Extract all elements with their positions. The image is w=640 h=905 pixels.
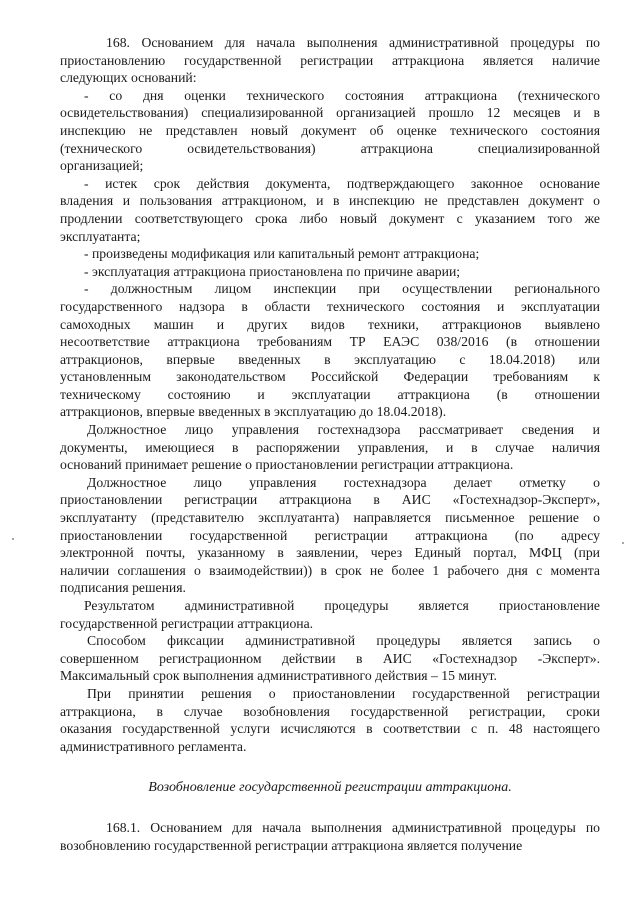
scan-speck — [12, 538, 14, 540]
paragraph — [60, 819, 600, 854]
text-line: Максимальный срок выполнения административного действия – 15 минут. — [60, 668, 497, 684]
text-line: При принятии решения о приостановлении государственной регистрации — [87, 685, 600, 701]
text-line: Результатом административной процедуры является приостановление — [84, 598, 600, 613]
text-line: государственного надзора в области технического состояния и эксплуатации — [60, 298, 600, 314]
text-line: 168.1. Основанием для начала выполнения административной процедуры по — [106, 820, 600, 836]
text-line: приостановлении регистрации аттракциона в АИС «Гостехнадзор-Эксперт», — [60, 492, 600, 508]
text-line: аттракциона, в случае возобновления государственной регистрации, сроки — [60, 703, 600, 719]
scan-speck — [622, 542, 624, 544]
text-line: - истек срок действия документа, подтверждающего законное основание — [84, 175, 600, 191]
paragraph — [60, 34, 600, 87]
text-line: следующих оснований: — [60, 70, 197, 86]
text-line: оказания государственной услуги исчисляются в соответствии с п. 48 настоящего — [60, 721, 600, 737]
text-line: Должностное лицо управления гостехнадзора делает отметку о — [87, 474, 600, 490]
text-line: приостановлению государственной регистрации аттракциона является наличие — [60, 52, 600, 68]
paragraph — [60, 263, 600, 281]
text-line: самоходных машин и других видов техники, аттракционов выявлено — [60, 316, 600, 332]
text-line: - эксплуатация аттракциона приостановлена по причине аварии; — [84, 263, 461, 279]
text-line: 168. Основанием для начала выполнения административной процедуры по — [106, 35, 600, 50]
text-line: организацией; — [60, 158, 144, 174]
text-line: подписания решения. — [60, 580, 186, 596]
text-line: эксплуатанта; — [60, 228, 141, 244]
text-line: продлении соответствующего срока либо новый документ с указанием того же — [60, 210, 600, 226]
paragraph — [60, 474, 600, 597]
text-line: электронной почты, указанному в заявлении, через Единый портал, МФЦ (при — [60, 545, 600, 561]
text-line: (технического освидетельствования) аттракциона специализированной — [60, 140, 600, 156]
paragraph — [60, 175, 600, 245]
paragraph — [60, 87, 600, 175]
paragraph — [60, 280, 600, 421]
text-line: освидетельствования) специализированной организацией прошло 12 месяцев и в — [60, 105, 600, 121]
text-line: возобновлению государственной регистрации аттракциона является получение — [60, 837, 523, 853]
paragraph — [60, 245, 600, 263]
text-line: техническому состоянию и эксплуатации аттракциона (в отношении — [60, 386, 600, 402]
document-page — [60, 34, 600, 855]
text-line: совершенном регистрационном действии в АИС «Гостехнадзор -Эксперт». — [60, 650, 600, 666]
text-line: оснований принимает решение о приостановлении регистрации аттракциона. — [60, 457, 514, 473]
text-line: аттракционов, впервые введенных в эксплуатацию до 18.04.2018). — [60, 404, 447, 420]
text-line: несоответствие аттракциона требованиям ТР ЕАЭС 038/2016 (в отношении — [60, 334, 600, 350]
text-line: Должностное лицо управления гостехнадзора рассматривает сведения и — [87, 422, 600, 438]
paragraph — [60, 421, 600, 474]
text-line: Способом фиксации административной процедуры является запись о — [87, 633, 600, 649]
section-heading: Возобновление государственной регистрации аттракциона. — [148, 780, 512, 796]
paragraph — [60, 685, 600, 755]
text-line: владения и пользования аттракционом, и в инспекцию не представлен документ о — [60, 193, 600, 209]
text-line: установленным законодательством Российской Федерации требованиям к — [60, 369, 600, 385]
text-line: аттракционов, впервые введенных в эксплуатацию с 18.04.2018) или — [60, 351, 600, 367]
text-line: - со дня оценки технического состояния аттракциона (технического — [84, 87, 600, 103]
text-line: наличии соглашения о взаимодействии)) в срок не более 1 рабочего дня с момента — [60, 562, 600, 578]
text-line: приостановлении государственной регистрации аттракциона (по адресу — [60, 527, 600, 543]
text-line: государственной регистрации аттракциона. — [60, 615, 314, 631]
text-line: инспекцию не представлен новый документ об оценке технического состояния — [60, 122, 600, 138]
text-line: - должностным лицом инспекции при осуществлении регионального — [84, 281, 600, 297]
paragraph — [60, 597, 600, 632]
text-line: эксплуатанту (представителю эксплуатанта) направляется письменное решение о — [60, 510, 600, 526]
paragraph — [60, 632, 600, 685]
text-line: административного регламента. — [60, 738, 247, 754]
text-line: документы, имеющиеся в распоряжении управления, и в случае наличия — [60, 439, 600, 455]
text-line: - произведены модификация или капитальный ремонт аттракциона; — [84, 246, 480, 262]
